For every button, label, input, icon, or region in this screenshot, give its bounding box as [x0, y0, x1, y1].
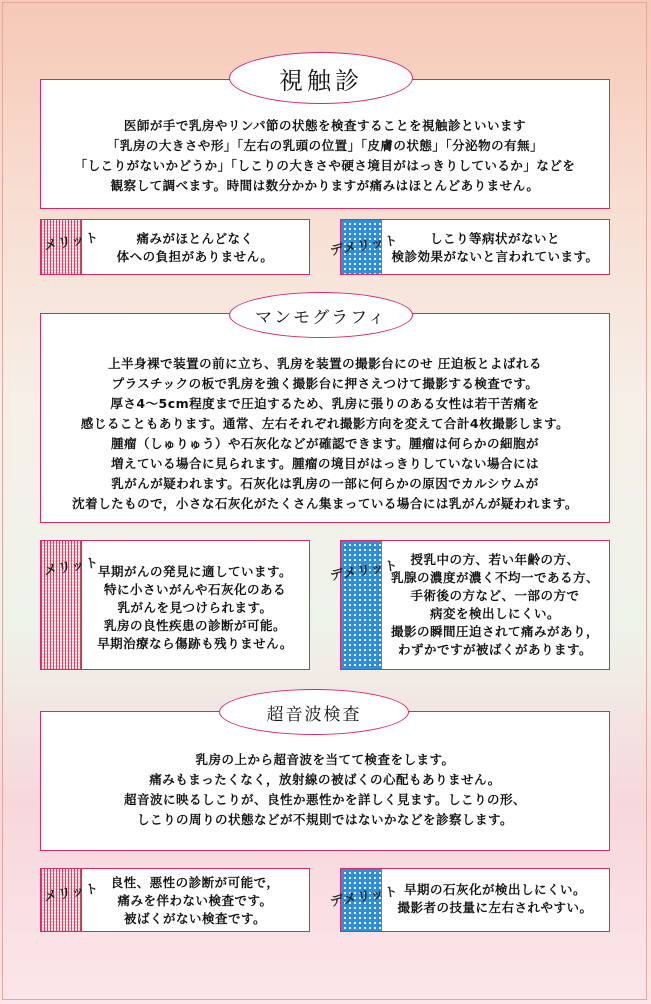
merit-line: 被ばくがない検査です。 — [123, 911, 266, 926]
merit-line: 特に小さいがんや石灰化のある — [103, 582, 286, 597]
body-line: 超音波に映るしこりが、良性か悪性かを詳しく見ます。しこりの形、 — [123, 792, 526, 807]
body-line: しこりの周りの状態などが不規則ではないかなどを診察します。 — [136, 812, 513, 827]
body-line: 「乳房の大きさや形」「左右の乳頭の位置」「皮膚の状態」「分泌物の有無」 — [106, 138, 544, 153]
demerit-tag: デメリット — [329, 884, 400, 910]
body-line: 沈着したもので，小さな石灰化がたくさん集まっている場合には乳がんが疑われます。 — [72, 496, 578, 511]
demerit-line: 撮影の瞬間圧迫されて痛みがあり， — [390, 624, 599, 639]
merit-line: 痛みがほとんどなく — [136, 231, 254, 246]
merit-tag: メリット — [43, 881, 101, 905]
section-body-mammography — [41, 354, 609, 514]
demerit-line: 乳腺の濃度が濃く不均一である方、 — [390, 570, 599, 585]
body-line: 乳がんが疑われます。石灰化は乳房の一部に何らかの原因でカルシウムが — [111, 476, 539, 491]
demerit-text — [381, 551, 609, 659]
section-title-palpation — [229, 52, 413, 104]
merit-line: 早期治療なら傷跡も残りません。 — [97, 636, 293, 651]
body-line: 痛みもまったくなく，放射線の被ばくの心配もありません。 — [149, 772, 501, 787]
demerit-line: 手術後の方など、一部の方で — [410, 588, 580, 603]
merit-line: 体への負担がありません。 — [116, 249, 274, 264]
body-line: プラスチックの板で乳房を強く撮影台に押さえつけて撮影する検査です。 — [111, 376, 539, 391]
demerit-tag: デメリット — [329, 233, 400, 259]
body-line: 増えている場合に見られます。腫瘤の境目がはっきりしていない場合には — [110, 456, 539, 471]
section-title-text: マンモグラフィ — [255, 307, 387, 328]
body-line: 厚さ4～5cm程度まで圧迫するため、乳房に張りのある女性は若干苦痛を — [110, 396, 540, 411]
section-body-ultrasound — [41, 750, 609, 830]
merit-text — [81, 230, 309, 266]
merit-text — [81, 874, 309, 928]
body-line: 乳房の上から超音波を当てて検査をします。 — [195, 752, 455, 767]
body-line: 「しこりがないかどうか」「しこりの大きさや硬さ境目がはっきりしているか」などを — [74, 158, 576, 173]
section-body-palpation — [41, 116, 609, 196]
body-line: 観察して調べます。時間は数分かかりますが痛みはほとんどありません。 — [110, 178, 540, 193]
demerit-tag: デメリット — [329, 558, 400, 584]
merit-text — [81, 563, 309, 653]
merit-line: 良性、悪性の診断が可能で， — [110, 875, 280, 890]
demerit-line: しこり等病状がないと — [429, 231, 560, 246]
demerit-text — [381, 881, 609, 917]
demerit-line: 病変を検出しにくい。 — [429, 606, 560, 621]
body-line: 上半身裸で装置の前に立ち、乳房を装置の撮影台にのせ 圧迫板とよばれる — [108, 356, 542, 371]
section-title-text: 超音波検査 — [266, 704, 362, 725]
merit-line: 乳房の良性疾患の診断が可能。 — [103, 618, 286, 633]
body-line: 感じることもあります。通常、左右それぞれ撮影方向を変えて合計4枚撮影します。 — [80, 416, 570, 431]
demerit-line: 授乳中の方、若い年齢の方、 — [410, 552, 580, 567]
merit-box-ultrasound — [40, 868, 310, 932]
demerit-line: 早期の石灰化が検出しにくい。 — [403, 882, 586, 897]
merit-line: 痛みを伴わない検査です。 — [117, 893, 273, 908]
section-title-ultrasound — [219, 689, 409, 735]
merit-line: 早期がんの発見に適しています。 — [97, 564, 292, 579]
section-box-mammography — [40, 313, 610, 523]
section-title-text: 視触診 — [279, 66, 363, 95]
body-line: 医師が手で乳房やリンパ節の状態を検査することを視触診といいます — [123, 118, 527, 133]
merit-line: 乳がんを見つけられます。 — [117, 600, 273, 615]
demerit-line: わずかですが被ばくがあります。 — [397, 642, 592, 657]
demerit-line: 撮影者の技量に左右されやすい。 — [397, 900, 593, 915]
section-title-mammography — [229, 292, 413, 338]
demerit-line: 検診効果がないと言われています。 — [391, 249, 599, 264]
demerit-text — [381, 230, 609, 266]
merit-tag: メリット — [43, 555, 101, 579]
merit-tag: メリット — [43, 230, 101, 254]
body-line: 腫瘤（しゅりゅう）や石灰化などが確認できます。腫瘤は何らかの細胞が — [110, 436, 539, 451]
